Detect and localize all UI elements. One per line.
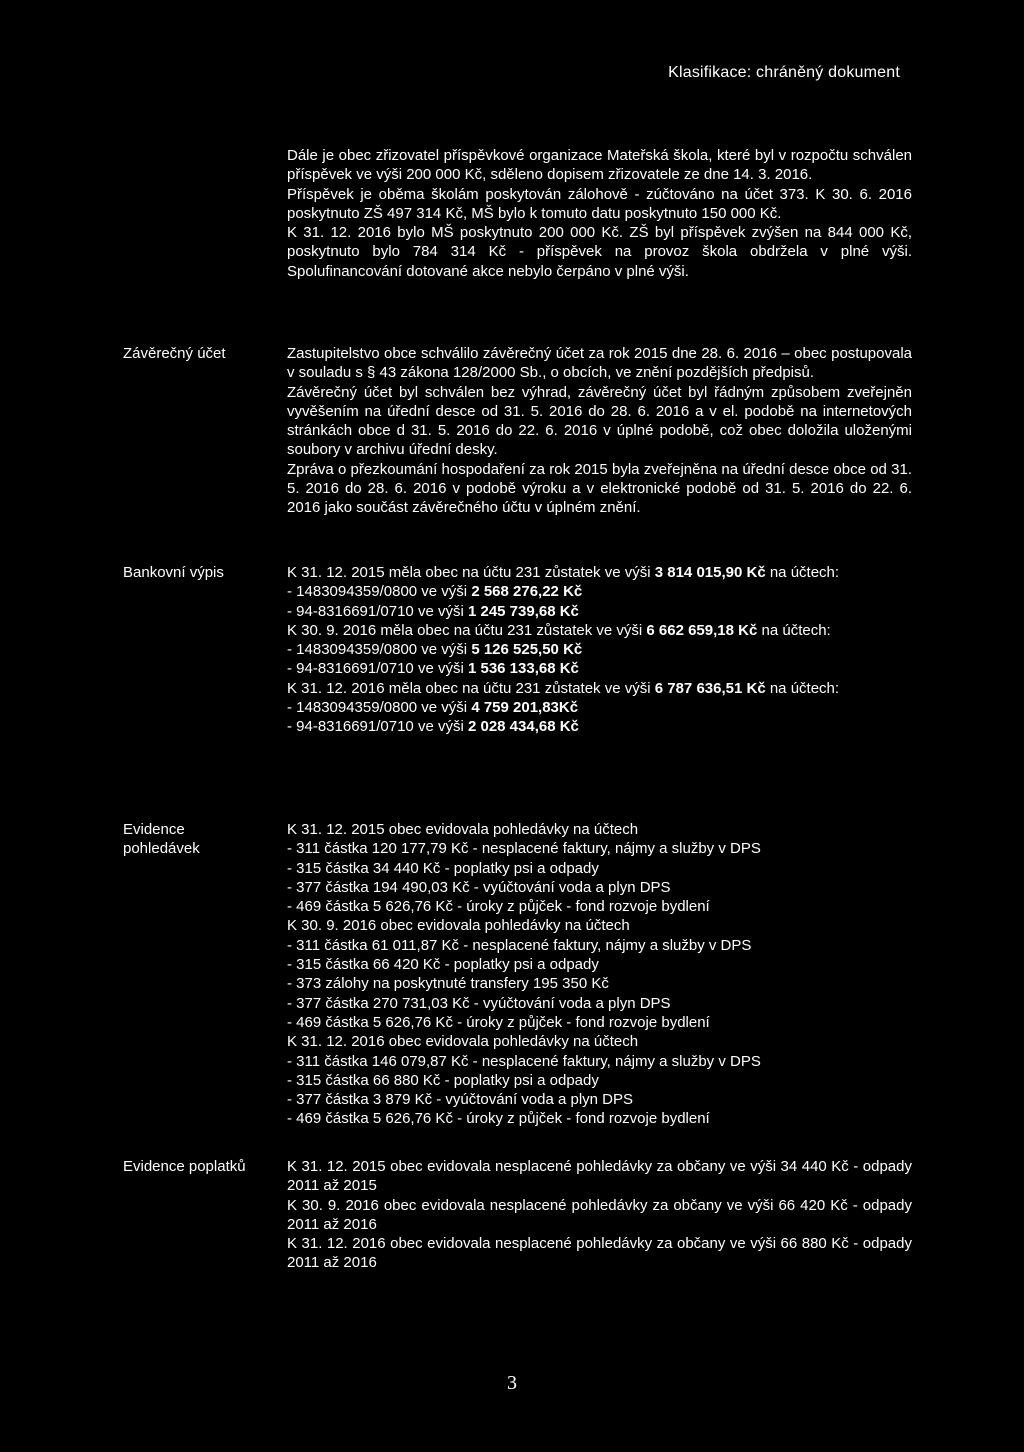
account-line: - 1483094359/0800 ve výši 2 568 276,22 Kč [287,583,583,601]
receivables-line: - 315 částka 66 420 Kč - poplatky psi a odpady [287,956,599,974]
receivables-line: - 311 částka 61 011,87 Kč - nesplacené faktury, nájmy a služby v DPS [287,936,752,954]
receivables-line: - 377 částka 3 879 Kč - vyúčtování voda a plyn DPS [287,1091,634,1109]
account-line: - 1483094359/0800 ve výši 5 126 525,50 Kč [287,641,583,659]
balance-statement-2016-09: K 30. 9. 2016 měla obec na účtu 231 zůstatek ve výši 6 662 659,18 Kč na účtech: [287,621,831,639]
receivables-line: - 315 částka 34 440 Kč - poplatky psi a odpady [287,859,599,877]
receivables-line: - 373 zálohy na poskytnuté transfery 195 350 Kč [287,975,609,993]
section-label-zaverecny-ucet: Závěrečný účet [123,345,226,362]
account-line: - 94-8316691/0710 ve výši 2 028 434,68 Kč [287,718,579,736]
intro-section [287,146,912,281]
zaverecny-ucet-paragraph-2: Závěrečný účet byl schválen bez výhrad, závěrečný účet byl řádným způsobem zveřejněn vyvěšením na úřední desce od 31. 5. 2016 do 28. 6. 2016 a v el. podobě na internetových stránkách obce d 31. 5. 2016 do 22. 6. 2016 v úplné podobě, což obec doložila uloženými soubory v archivu úřední desky. [287,383,912,459]
section-evidence-pohledavek [287,820,912,1129]
classification-header: Klasifikace: chráněný dokument [668,64,900,81]
receivables-line: - 377 částka 270 731,03 Kč - vyúčtování voda a plyn DPS [287,994,671,1012]
zaverecny-ucet-paragraph-3: Zpráva o přezkoumání hospodaření za rok 2015 byla zveřejněna na úřední desce obce od 31. 5. 2016 do 28. 6. 2016 v podobě výroku a v elektronické podobě od 31. 5. 2016 do 22. 6. 2016 jako součást závěrečného účtu v úplném znění. [287,460,912,517]
account-line: - 94-8316691/0710 ve výši 1 245 739,68 Kč [287,602,579,620]
receivables-line: K 31. 12. 2016 obec evidovala pohledávky na účtech [287,1033,639,1051]
receivables-line: - 311 částka 146 079,87 Kč - nesplacené faktury, nájmy a služby v DPS [287,1052,761,1070]
receivables-line: - 469 částka 5 626,76 Kč - úroky z půjček - fond rozvoje bydlení [287,1110,710,1128]
receivables-line: - 469 částka 5 626,76 Kč - úroky z půjček - fond rozvoje bydlení [287,898,710,916]
section-evidence-poplatku [287,1157,912,1273]
fees-paragraph-1: K 31. 12. 2015 obec evidovala nesplacené pohledávky za občany ve výši 34 440 Kč - odpady 2011 až 2015 [287,1158,912,1195]
section-label-evidence-pohledavek: Evidence pohledávek [123,821,200,858]
receivables-line: - 469 částka 5 626,76 Kč - úroky z půjček - fond rozvoje bydlení [287,1013,710,1031]
receivables-line: - 311 částka 120 177,79 Kč - nesplacené faktury, nájmy a služby v DPS [287,840,761,858]
balance-statement-2016-12: K 31. 12. 2016 měla obec na účtu 231 zůstatek ve výši 6 787 636,51 Kč na účtech: [287,679,840,697]
zaverecny-ucet-paragraph-1: Zastupitelstvo obce schválilo závěrečný účet za rok 2015 dne 28. 6. 2016 – obec postupovala v souladu s § 43 zákona 128/2000 Sb., o obcích, ve znění pozdějších předpisů. [287,345,912,382]
section-label-evidence-poplatku: Evidence poplatků [123,1158,246,1175]
section-label-bankovni-vypis: Bankovní výpis [123,564,224,581]
account-line: - 94-8316691/0710 ve výši 1 536 133,68 Kč [287,660,579,678]
section-bankovni-vypis [287,563,912,737]
page-number: 3 [507,1372,517,1394]
section-zaverecny-ucet [287,344,912,518]
receivables-line: K 31. 12. 2015 obec evidovala pohledávky na účtech [287,821,639,838]
receivables-line: - 377 částka 194 490,03 Kč - vyúčtování voda a plyn DPS [287,878,671,896]
fees-paragraph-3: K 31. 12. 2016 obec evidovala nesplacené pohledávky za občany ve výši 66 880 Kč - odpady 2011 až 2016 [287,1235,912,1272]
intro-paragraph-2: Příspěvek je oběma školám poskytován zálohově - zúčtováno na účet 373. K 30. 6. 2016 poskytnuto ZŠ 497 314 Kč, MŠ bylo k tomuto datu poskytnuto 150 000 Kč. [287,185,912,222]
intro-paragraph-3: K 31. 12. 2016 bylo MŠ poskytnuto 200 000 Kč. ZŠ byl příspěvek zvýšen na 844 000 Kč, poskytnuto bylo 784 314 Kč - příspěvek na provoz škola obdržela v plné výši. Spolufinancování dotované akce nebylo čerpáno v plné výši. [287,224,912,280]
account-line: - 1483094359/0800 ve výši 4 759 201,83Kč [287,699,579,717]
receivables-line: K 30. 9. 2016 obec evidovala pohledávky na účtech [287,917,630,935]
balance-statement-2015: K 31. 12. 2015 měla obec na účtu 231 zůstatek ve výši 3 814 015,90 Kč na účtech: [287,564,840,581]
intro-paragraph-1: Dále je obec zřizovatel příspěvkové organizace Mateřská škola, které byl v rozpočtu schválen příspěvek ve výši 200 000 Kč, sděleno dopisem zřizovatele ze dne 14. 3. 2016. [287,147,912,184]
fees-paragraph-2: K 30. 9. 2016 obec evidovala nesplacené pohledávky za občany ve výši 66 420 Kč - odpady 2011 až 2016 [287,1196,912,1233]
receivables-line: - 315 částka 66 880 Kč - poplatky psi a odpady [287,1071,599,1089]
